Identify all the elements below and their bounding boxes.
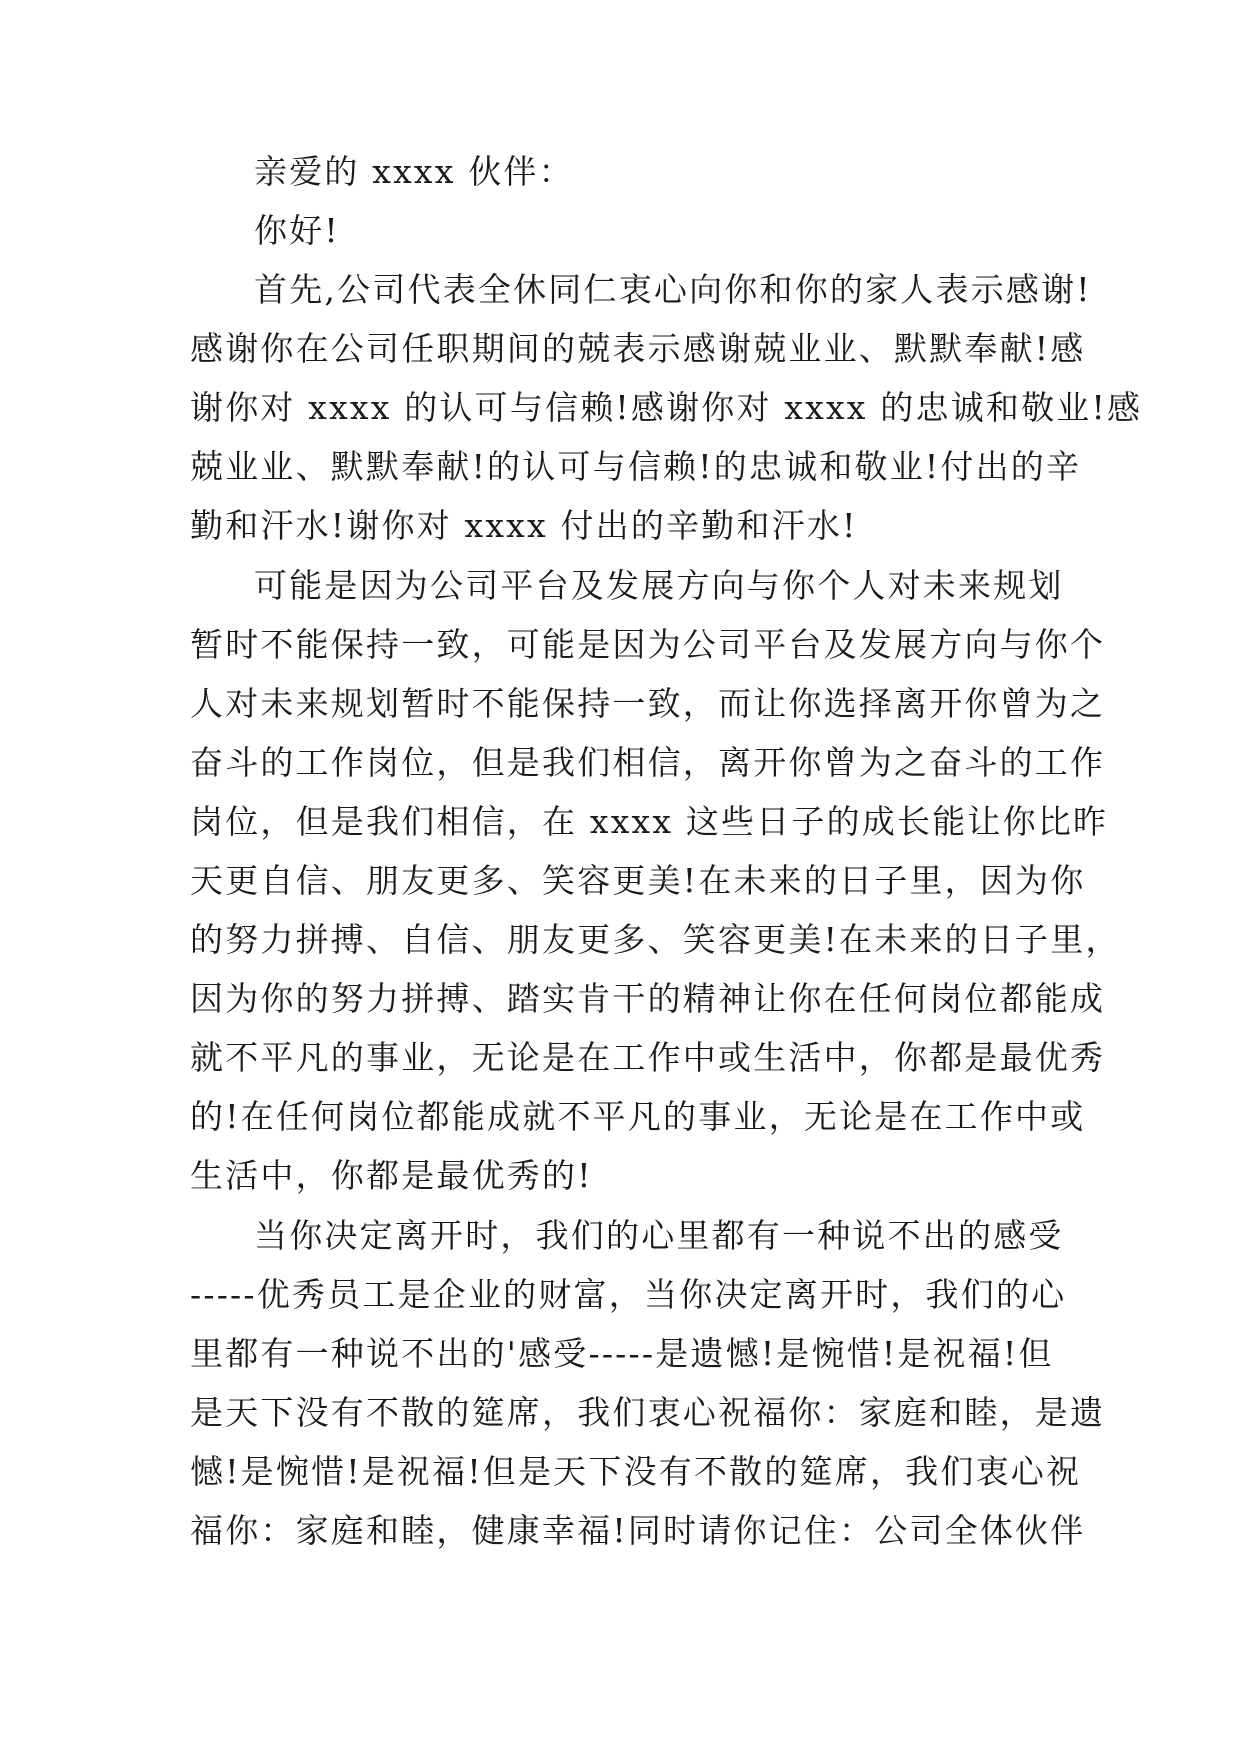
paragraph-2-line-2: 暂时不能保持一致，可能是因为公司平台及发展方向与你个 [190,625,1106,664]
paragraph-1-line-4: 兢业业、默默奉献!的认可与信赖!的忠诚和敬业!付出的辛 [190,447,1082,486]
paragraph-2-line-3: 人对未来规划暂时不能保持一致，而让你选择离开你曾为之 [190,684,1106,723]
paragraph-3-line-6: 福你：家庭和睦，健康幸福!同时请你记住：公司全体伙伴 [190,1511,1086,1550]
paragraph-1-line-1: 首先,公司代表全休同仁衷心向你和你的家人表示感谢! [254,270,1092,309]
paragraph-2-line-7: 的努力拼搏、自信、朋友更多、笑容更美!在未来的日子里， [190,920,1121,959]
paragraph-3-line-4: 是天下没有不散的筵席，我们衷心祝福你：家庭和睦，是遗 [190,1393,1106,1432]
paragraph-1-line-3: 谢你对 xxxx 的认可与信赖!感谢你对 xxxx 的忠诚和敬业!感 [190,388,1143,427]
paragraph-3-line-1: 当你决定离开时，我们的心里都有一种说不出的感受 [254,1216,1064,1255]
paragraph-1-line-2: 感谢你在公司任职期间的兢表示感谢兢业业、默默奉献!感 [190,329,1086,368]
paragraph-2-line-1: 可能是因为公司平台及发展方向与你个人对未来规划 [254,566,1064,605]
paragraph-2-line-8: 因为你的努力拼搏、踏实肯干的精神让你在任何岗位都能成 [190,979,1106,1018]
paragraph-3-line-3: 里都有一种说不出的'感受-----是遗憾!是惋惜!是祝福!但 [190,1334,1054,1373]
salutation-line: 亲爱的 xxxx 伙伴： [254,152,574,191]
paragraph-3-line-2: -----优秀员工是企业的财富，当你决定离开时，我们的心 [190,1275,1067,1314]
greeting-line: 你好! [254,211,340,250]
paragraph-2-line-6: 天更自信、朋友更多、笑容更美!在未来的日子里，因为你 [190,861,1086,900]
paragraph-2-line-9: 就不平凡的事业，无论是在工作中或生活中，你都是最优秀 [190,1038,1106,1077]
paragraph-3-line-5: 憾!是惋惜!是祝福!但是天下没有不散的筵席，我们衷心祝 [190,1452,1082,1491]
paragraph-2-line-10: 的!在任何岗位都能成就不平凡的事业，无论是在工作中或 [190,1097,1086,1136]
paragraph-2-line-11: 生活中，你都是最优秀的! [190,1156,593,1195]
paragraph-2-line-4: 奋斗的工作岗位，但是我们相信，离开你曾为之奋斗的工作 [190,743,1106,782]
paragraph-2-line-5: 岗位，但是我们相信，在 xxxx 这些日子的成长能让你比昨 [190,802,1109,841]
paragraph-1-line-5: 勤和汗水!谢你对 xxxx 付出的辛勤和汗水! [190,506,858,545]
